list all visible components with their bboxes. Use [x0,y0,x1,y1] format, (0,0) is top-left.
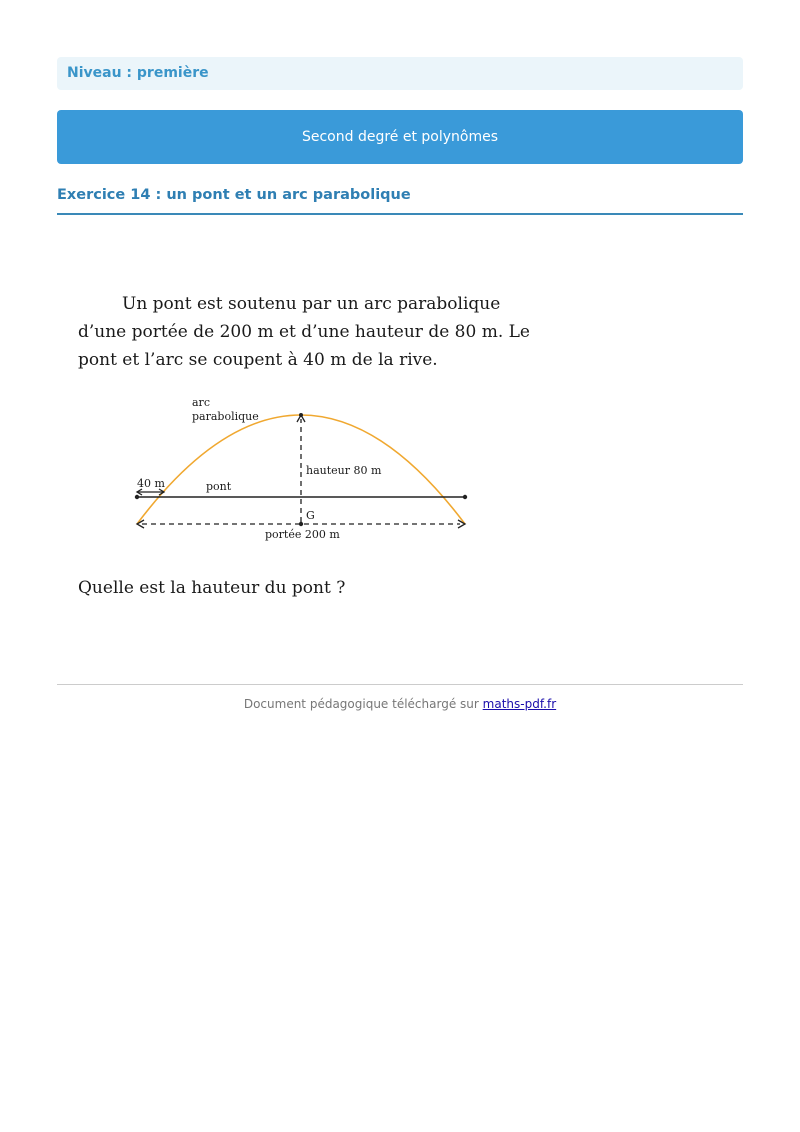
label-arc: arc [192,396,210,409]
exercise-statement [78,290,548,374]
deck-left-dot [135,495,139,499]
exercise-question: Quelle est la hauteur du pont ? [78,578,346,598]
statement-text: Un pont est soutenu par un arc parabolique d’une portée de 200 m et d’une hauteur de 80 m. Le pont et l’arc se coupent à 40 m de la rive. [78,294,530,370]
deck-right-dot [463,495,467,499]
footer-divider [57,684,743,685]
chapter-banner: Second degré et polynômes [57,110,743,164]
footer [57,697,743,711]
label-portee: portée 200 m [265,528,340,541]
point-G [299,522,303,526]
label-pont: pont [206,480,232,493]
footer-text: Document pédagogique téléchargé sur [243,697,479,711]
bridge-figure [120,392,480,556]
bridge-diagram [120,392,480,552]
label-G: G [306,509,315,522]
label-hauteur: hauteur 80 m [306,464,382,477]
niveau-label: Niveau : première [57,57,743,90]
footer-link[interactable]: maths-pdf.fr [482,697,557,711]
label-40m: 40 m [137,477,165,490]
label-parabolique: parabolique [192,410,259,423]
exercise-title: Exercice 14 : un pont et un arc parabolique [57,185,743,215]
